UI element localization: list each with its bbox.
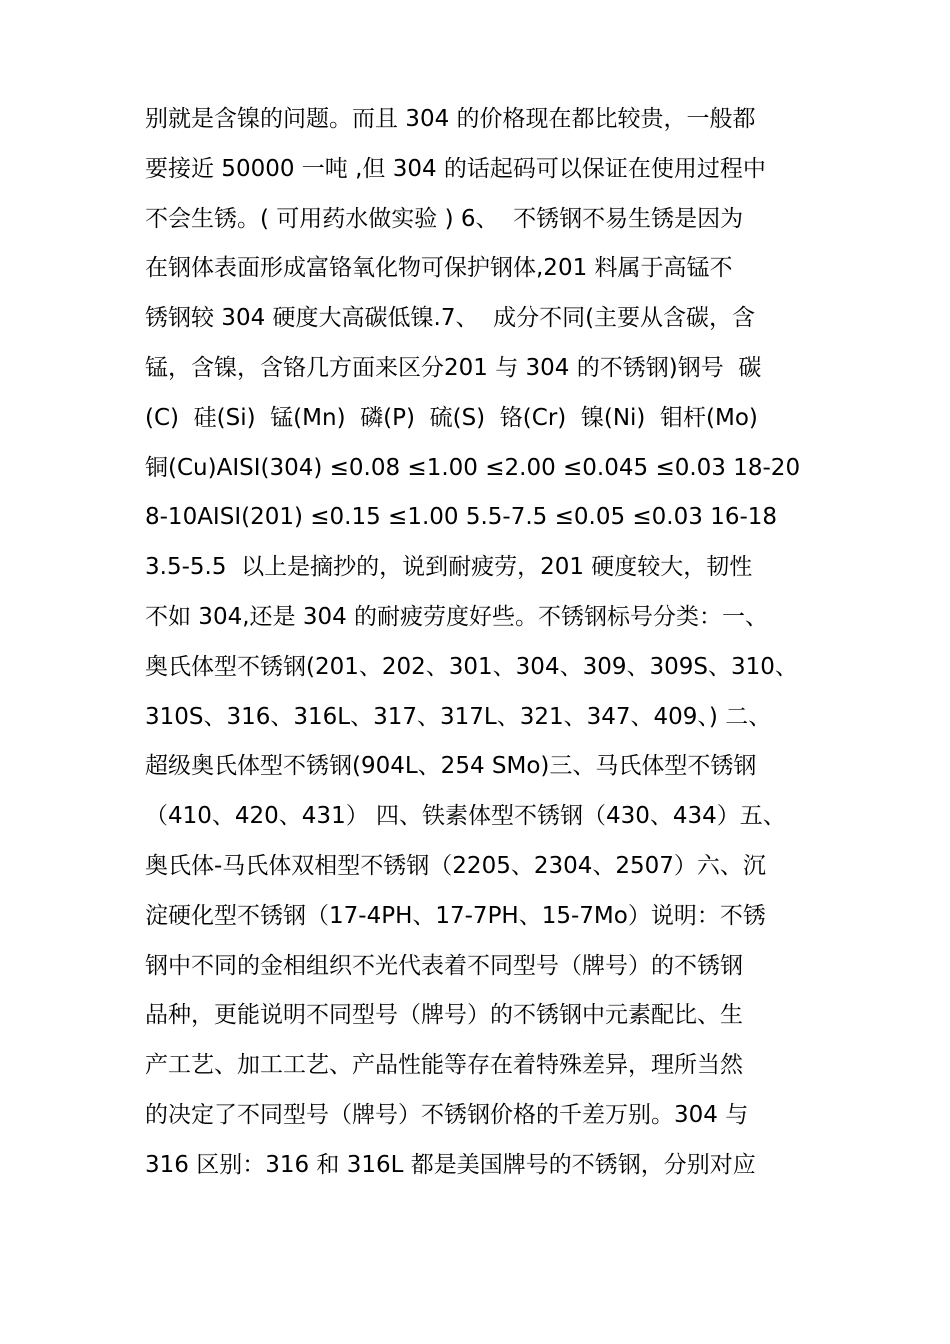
text-line: 产工艺、加工工艺、产品性能等存在着特殊差异，理所当然 [145, 1052, 743, 1079]
text-line: 的决定了不同型号（牌号）不锈钢价格的千差万别。304 与 [145, 1101, 749, 1128]
text-line: 要接近 50000 一吨 ,但 304 的话起码可以保证在使用过程中 [145, 155, 766, 182]
text-line: 在钢体表面形成富铬氧化物可保护钢体,201 料属于高锰不 [145, 255, 733, 282]
text-line: （410、420、431） 四、铁素体型不锈钢（430、434）五、 [145, 803, 786, 830]
text-line: 316 区别：316 和 316L 都是美国牌号的不锈钢，分别对应 [145, 1151, 756, 1178]
text-line: 8-10AISI(201) ≤0.15 ≤1.00 5.5-7.5 ≤0.05 ≤0.03 16-18 [145, 504, 778, 531]
text-line: 不如 304,还是 304 的耐疲劳度好些。不锈钢标号分类：一、 [145, 603, 769, 630]
text-line: 淀硬化型不锈钢（17-4PH、17-7PH、15-7Mo）说明：不锈 [145, 902, 766, 929]
body-text [145, 95, 815, 1191]
text-line: 锰，含镍，含铬几方面来区分201 与 304 的不锈钢)钢号 碳 [145, 354, 762, 381]
text-line: 奥氏体-马氏体双相型不锈钢（2205、2304、2507）六、沉 [145, 852, 766, 879]
text-line: 3.5-5.5 以上是摘抄的，说到耐疲劳，201 硬度较大，韧性 [145, 554, 753, 581]
text-line: 品种，更能说明不同型号（牌号）的不锈钢中元素配比、生 [145, 1002, 743, 1029]
text-line: (C) 硅(Si) 锰(Mn) 磷(P) 硫(S) 铬(Cr) 镍(Ni) 钼杆(Mo) [145, 404, 758, 431]
text-line: 不会生锈。( 可用药水做实验 ) 6、 不锈钢不易生锈是因为 [145, 205, 744, 232]
text-line: 铜(Cu)AISI(304) ≤0.08 ≤1.00 ≤2.00 ≤0.045 ≤0.03 18-20 [145, 454, 801, 481]
text-line: 锈钢较 304 硬度大高碳低镍.7、 成分不同(主要从含碳，含 [145, 305, 756, 332]
text-line: 310S、316、316L、317、317L、321、347、409、) 二、 [145, 703, 772, 730]
text-line: 钢中不同的金相组织不光代表着不同型号（牌号）的不锈钢 [145, 952, 743, 979]
text-line: 超级奥氏体型不锈钢(904L、254 SMo)三、马氏体型不锈钢 [145, 753, 757, 780]
text-line: 别就是含镍的问题。而且 304 的价格现在都比较贵，一般都 [145, 106, 756, 132]
text-line: 奥氏体型不锈钢(201、202、301、304、309、309S、310、 [145, 653, 798, 680]
